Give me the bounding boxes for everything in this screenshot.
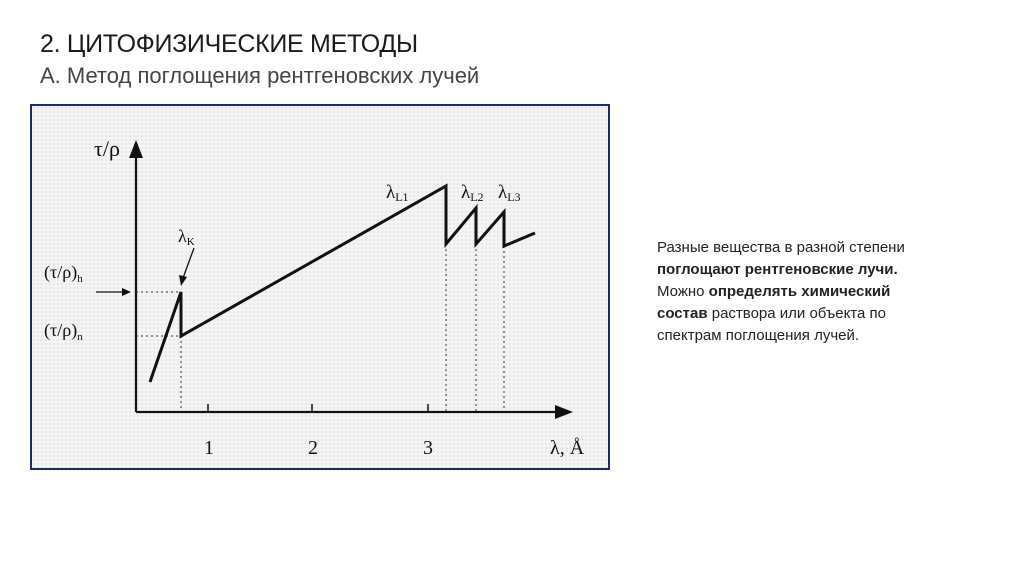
description-line-3	[657, 281, 957, 303]
edge-label-l3: λL3	[498, 182, 521, 204]
slide-title: 2. ЦИТОФИЗИЧЕСКИЕ МЕТОДЫ	[40, 30, 418, 58]
level-pointer-arrowhead	[122, 288, 131, 296]
x-tick-label-2: 2	[308, 437, 318, 459]
edge-k-pointer	[183, 248, 194, 278]
edge-label-k: λK	[178, 226, 195, 248]
edge-label-l2: λL2	[461, 182, 484, 204]
description-bold-3: состав	[657, 305, 708, 322]
slide-header	[40, 30, 479, 89]
y-axis-label: τ/ρ	[94, 136, 120, 161]
description-line-4	[657, 303, 957, 325]
description-bold-1: поглощают рентгеновские лучи.	[657, 261, 898, 278]
description-line-5: спектрам поглощения лучей.	[657, 327, 860, 344]
edge-label-l1: λL1	[386, 182, 409, 204]
description-line-2	[657, 259, 957, 281]
description-line-3-prefix: Можно	[657, 283, 709, 300]
absorption-diagram-svg	[32, 106, 608, 468]
description-bold-2: определять химический	[708, 283, 891, 300]
y-level-low-label: $(\tau/\rho)_n$	[44, 320, 83, 343]
description-line-4-rest: раствора или объекта по	[707, 305, 887, 322]
x-axis-label: λ, Å	[550, 437, 585, 459]
description-line-1: Разные вещества в разной степени	[657, 239, 905, 256]
x-tick-label-1: 1	[204, 437, 214, 459]
absorption-diagram	[30, 104, 610, 470]
description-text	[657, 237, 957, 347]
edge-k-pointer-head	[179, 275, 187, 286]
absorption-curve	[150, 186, 535, 382]
y-level-high-label: $(\tau/\rho)_h$	[44, 262, 83, 285]
x-tick-label-3: 3	[423, 437, 433, 459]
x-axis-arrow	[555, 405, 573, 419]
slide-subtitle: А. Метод поглощения рентгеновских лучей	[40, 63, 480, 88]
y-axis-arrow	[129, 140, 143, 158]
